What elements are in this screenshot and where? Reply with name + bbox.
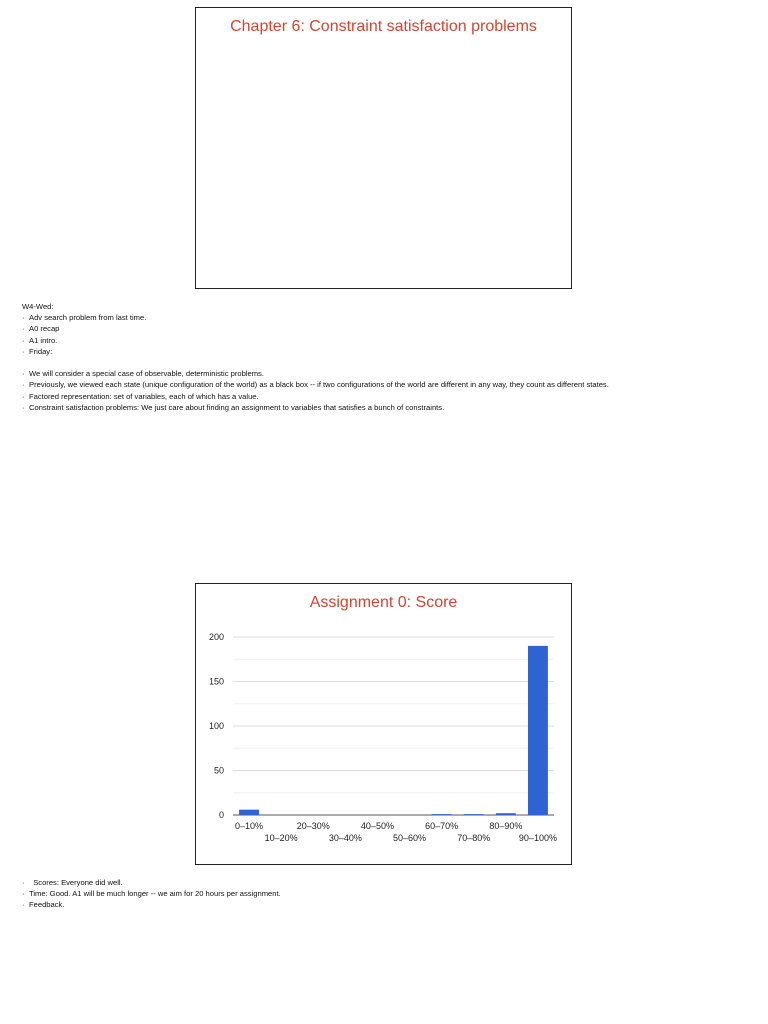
y-tick-label: 0 bbox=[218, 810, 224, 820]
list-item bbox=[22, 323, 609, 334]
x-axis-ticks bbox=[235, 821, 557, 843]
slide-title: Assignment 0: Score bbox=[309, 594, 458, 611]
speaker-notes-1 bbox=[22, 301, 609, 413]
note-text: Previously, we viewed each state (unique configuration of the world) as a black box -- if two configurations of the world are different in any way, they count as different states. bbox=[29, 380, 609, 390]
chart-bar bbox=[239, 810, 259, 815]
list-item bbox=[22, 877, 281, 888]
bullet-icon: · bbox=[22, 335, 25, 345]
bullet-icon: · bbox=[22, 369, 25, 379]
list-item bbox=[22, 402, 609, 413]
x-tick-label: 80–90% bbox=[489, 821, 523, 831]
note-text: Feedback. bbox=[29, 900, 65, 910]
x-tick-label: 40–50% bbox=[360, 821, 394, 831]
x-tick-label: 70–80% bbox=[457, 833, 491, 843]
bullet-icon: · bbox=[22, 402, 25, 412]
list-item bbox=[22, 368, 609, 379]
note-text: We will consider a special case of observable, deterministic problems. bbox=[29, 369, 264, 379]
x-tick-label: 20–30% bbox=[296, 821, 330, 831]
bullet-icon: · bbox=[22, 391, 25, 401]
bullet-icon: · bbox=[22, 900, 25, 910]
bullet-icon: · bbox=[22, 878, 25, 887]
list-item bbox=[22, 379, 609, 390]
y-tick-label: 200 bbox=[208, 632, 224, 642]
bullet-icon: · bbox=[22, 346, 25, 356]
bullet-icon: · bbox=[22, 313, 25, 323]
x-tick-label: 90–100% bbox=[518, 833, 557, 843]
list-item bbox=[22, 312, 609, 323]
chart-bars bbox=[239, 646, 548, 815]
slide-title: Chapter 6: Constraint satisfaction problems bbox=[230, 18, 537, 35]
y-tick-label: 50 bbox=[213, 765, 224, 776]
bullet-icon: · bbox=[22, 889, 25, 899]
note-text: Time: Good. A1 will be much longer -- we aim for 20 hours per assignment. bbox=[29, 889, 281, 899]
chart-bar bbox=[464, 814, 484, 815]
chart-bar bbox=[432, 814, 452, 815]
chart-gridlines bbox=[233, 637, 554, 815]
chart-bar bbox=[528, 646, 548, 815]
note-text: A1 intro. bbox=[29, 335, 58, 345]
list-item bbox=[22, 888, 281, 899]
slide-chapter-6 bbox=[195, 7, 572, 289]
list-item bbox=[22, 899, 281, 910]
list-item bbox=[22, 391, 609, 402]
note-text: Constraint satisfaction problems: We just care about finding an assignment to variables that satisfies a bunch of constraints. bbox=[29, 402, 445, 412]
notes-spacer bbox=[22, 357, 609, 368]
note-text: Scores: Everyone did well. bbox=[29, 878, 123, 887]
y-axis-ticks bbox=[209, 632, 224, 820]
slide-assignment-0-score bbox=[195, 583, 572, 865]
list-item bbox=[22, 335, 609, 346]
list-item bbox=[22, 346, 609, 357]
y-tick-label: 100 bbox=[208, 721, 224, 731]
score-histogram-chart bbox=[196, 616, 571, 856]
bullet-icon: · bbox=[22, 324, 25, 334]
chart-bar bbox=[496, 813, 516, 815]
x-tick-label: 0–10% bbox=[235, 821, 264, 831]
y-tick-label: 150 bbox=[208, 676, 224, 687]
note-text: A0 recap bbox=[29, 324, 60, 334]
note-text: Factored representation: set of variables, each of which has a value. bbox=[29, 391, 259, 401]
speaker-notes-2 bbox=[22, 877, 281, 911]
notes-heading: W4-Wed: bbox=[22, 302, 54, 311]
bullet-icon: · bbox=[22, 380, 25, 390]
note-text: Adv search problem from last time. bbox=[29, 313, 147, 323]
x-tick-label: 30–40% bbox=[328, 833, 362, 843]
note-text: Friday: bbox=[29, 346, 53, 356]
x-tick-label: 10–20% bbox=[264, 833, 298, 843]
x-tick-label: 60–70% bbox=[425, 821, 459, 831]
x-tick-label: 50–60% bbox=[393, 833, 427, 843]
